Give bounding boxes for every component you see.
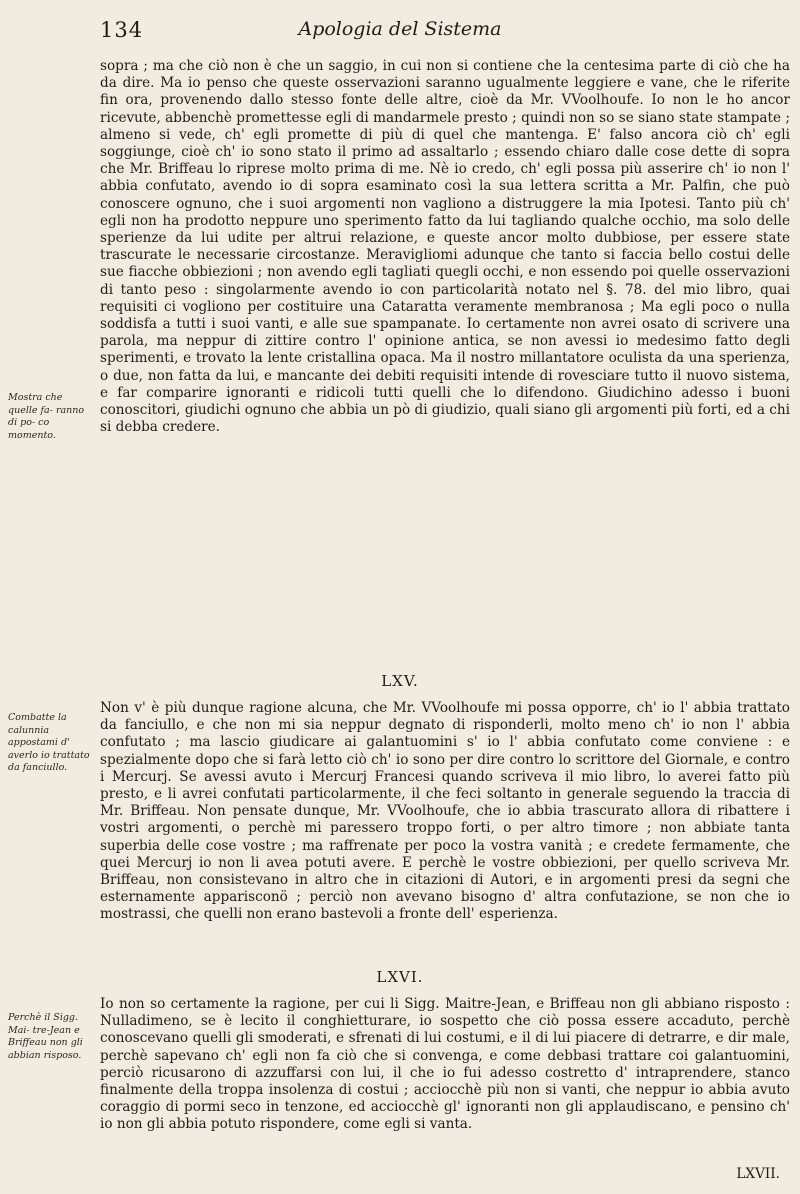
catchword: LXVII. [736, 1166, 780, 1182]
page-number: 134 [100, 18, 144, 42]
margin-note-2: Combatte la calunnia appostami d' averlo io trattato da fanciullo. [8, 712, 90, 773]
section-heading-lxv: LXV. [381, 672, 419, 690]
margin-note-1: Mostra che quelle fa- ranno di po- co momento. [8, 392, 85, 441]
paragraph-1-text: sopra ; ma che ciò non è che un saggio, in cui non si contiene che la centesima parte di ciò che ha da dire. Ma io penso che queste osservazioni saranno ugualmente leggiere e vane, che le riferite fin ora, provenendo dallo stesso fonte delle altre, cioè da Mr. VVoolhoufe. Io non le ho ancor ricevute, abbenchè promettesse egli di mandarmele presto ; quindi non so se siano state stampate ; almeno si vede, ch' egli promette di più di quel che mantenga. E' falso ancora ciò ch' egli soggiunge, cioè ch' io sono stato il primo ad assaltarlo ; essendo chiaro dalle cose dette di sopra che Mr. Briffeau lo riprese molto prima di me. Nè io credo, ch' egli possa più asserire ch' io non l' abbia confutato, avendo io di sopra esaminato così la sua lettera scritta a Mr. Palfin, che può conoscere ognuno, che i suoi argomenti non vagliono a distruggere la mia Ipotesi. Tanto più ch' egli non ha prodotto neppure uno sperimento fatto da lui tagliando qualche occhio, ma solo delle sperienze da lui udite per altrui relazione, e queste ancor molto dubbiose, per essere state trascurate le necessarie circostanze. Meravigliomi adunque che tanto si faccia bello costui delle sue fiacche obbiezioni ; non avendo egli tagliati quegli occhi, e non essendo poi quelle osservazioni di tanto peso : singolarmente avendo io con particolarità notato nel §. 78. del mio libro, quai requisiti ci vogliono per costituire una Cataratta veramente membranosa ; Ma egli poco o nulla soddisfa a tutti i suoi vanti, e alle sue spampanate. Io certamente non avrei osato di scrivere una parola, ma neppur di zittire contro l' opinione antica, se non avessi io medesimo fatto degli sperimenti, e trovato la lente cristallina opaca. Ma il nostro millantatore oculista da una sperienza, o due, non fatta da lui, e mancante dei debiti requisiti intende di rovesciare tutto il nuovo sistema, e far comparire ignoranti e ridicoli tutti quelli che lo difendono. Giudichino adesso i buoni conoscitori, giudichi ognuno che abbia un pò di giudizio, quali siano gli argomenti più forti, ed a chi si debba credere. [100, 58, 790, 436]
paragraph-2-text: Non v' è più dunque ragione alcuna, che Mr. VVoolhoufe mi possa opporre, ch' io l' abbia trattato da fanciullo, e che non mi sia neppur degnato di risponderli, molto meno ch' io non l' abbia confutato ; ma lascio giudicare ai galantuomini s' io l' abbia confutato come conviene : e spezialmente dopo che si farà letto ciò ch' io sono per dire contro lo scrittore del Giornale, e contro i Mercurj. Se avessi avuto i Mercurj Francesi quando scriveva il mio libro, lo averei fatto più presto, e li avrei confutati particolarmente, il che feci soltanto in generale seguendo la traccia di Mr. Briffeau. Non pensate dunque, Mr. VVoolhoufe, che io abbia trascurato allora di ribattere i vostri argomenti, o perchè mi paressero troppo forti, o per altro timore ; non abbiate tanta superbia delle cose vostre ; ma raffrenate per poco la vostra vanità ; e credete fermamente, che quei Mercurj io non li avea potuti avere. E perchè le vostre obbiezioni, per quello scriveva Mr. Briffeau, non consistevano in altro che in citazioni di Autori, e in argomenti presi da segni che esternamente apparisconö ; perciò non avevano bisogno d' altra confutazione, se non che io mostrassi, che quelli non erano bastevoli a fronte dell' esperienza. [100, 700, 790, 923]
page-header [0, 16, 800, 50]
margin-note-3: Perchè il Sigg. Mai- tre-Jean e Briffeau non gli abbian risposo. [8, 1012, 83, 1061]
paragraph-3-text: Io non so certamente la ragione, per cui li Sigg. Maitre-Jean, e Briffeau non gli abbiano risposto : Nulladimeno, se è lecito il conghietturare, io sospetto che ciò possa essere accaduto, perchè conoscevano quelli gli smoderati, e sfrenati di lui costumi, e il di lui piacere di detrarre, e dir male, perchè sapevano ch' egli non fa ciò che si convenga, e come debbasi trattare coi galantuomini, perciò ricusarono di azzuffarsi con lui, il che io fui adesso costretto d' intraprendere, stanco finalmente della troppa insolenza di costui ; acciocchè più non si vanti, che neppur io abbia avuto coraggio di pormi seco in tenzone, ed acciocchè gl' ignoranti non gli applaudiscano, e pensino ch' io non gli abbia potuto rispondere, come egli si vanta. [100, 996, 790, 1133]
paragraph-1 [100, 58, 790, 436]
running-title: Apologia del Sistema [298, 18, 502, 40]
paragraph-2 [100, 700, 790, 924]
section-heading-lxvi: LXVI. [376, 968, 424, 986]
paragraph-3 [100, 996, 790, 1134]
